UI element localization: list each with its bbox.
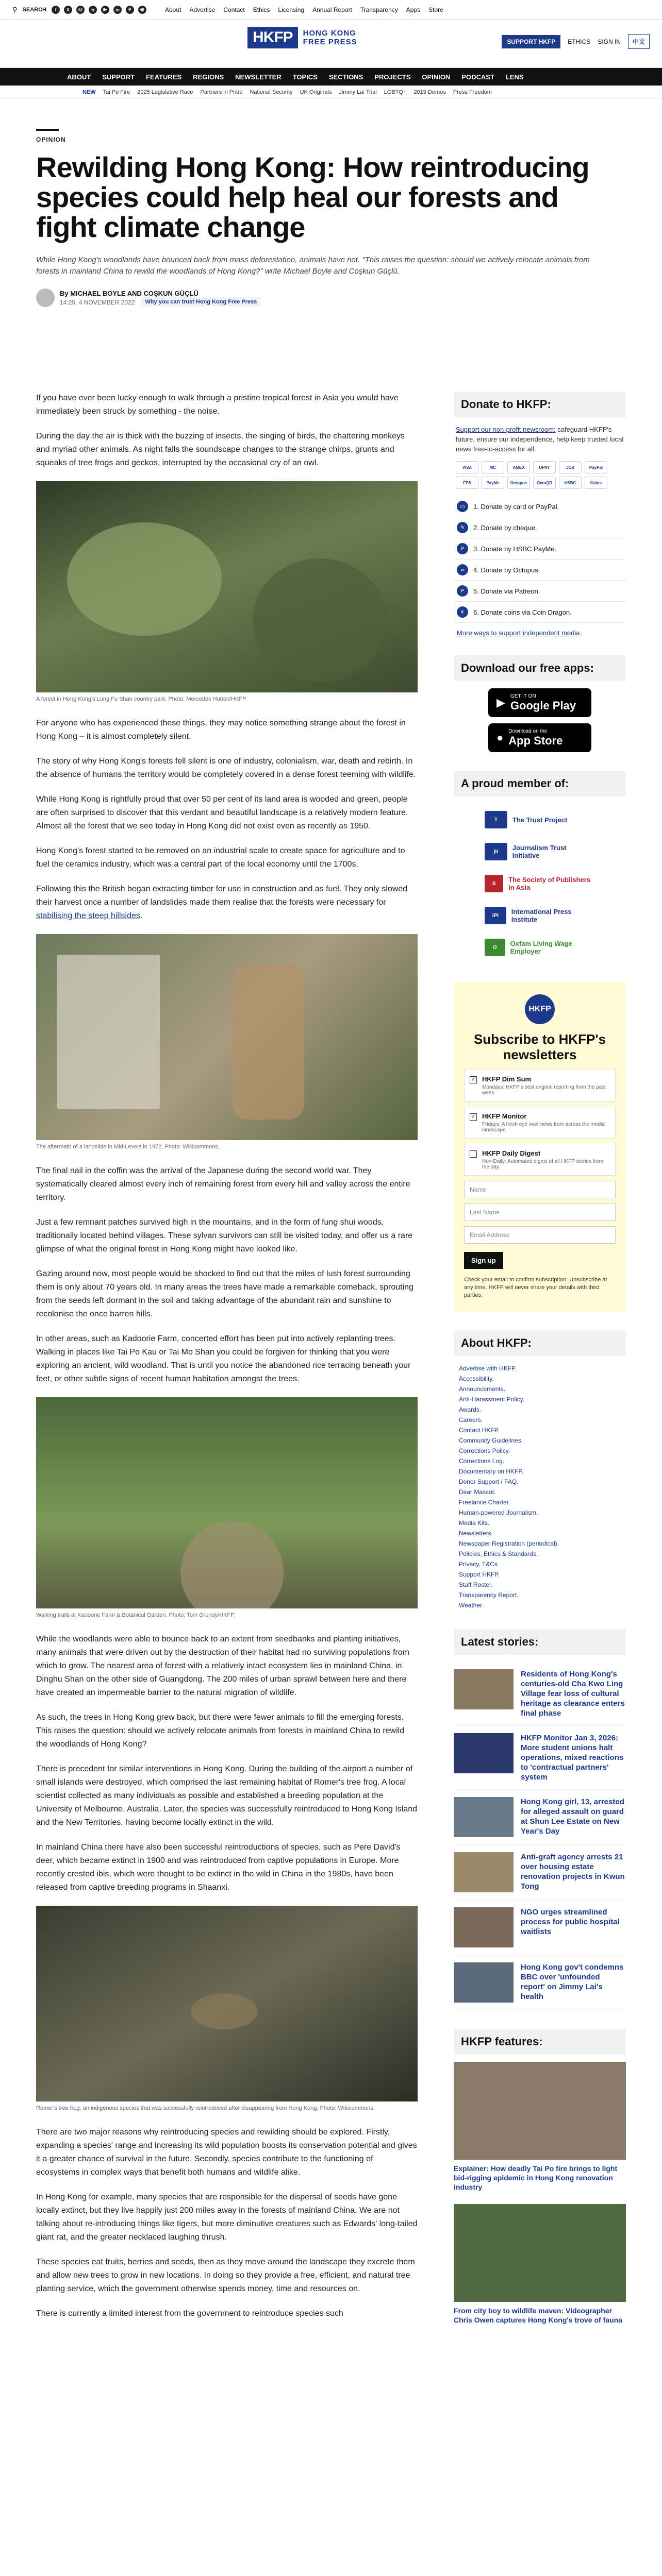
payment-icon: PayMe (482, 477, 504, 489)
story-thumbnail (454, 1962, 514, 2003)
author-avatar (36, 289, 55, 307)
trending-item[interactable]: Tai Po Fire (103, 89, 130, 95)
payment-icon: OctoQR (533, 477, 556, 489)
nav-item[interactable]: SUPPORT (102, 73, 135, 81)
foliage-shape (67, 522, 222, 636)
donate-option[interactable] (454, 581, 626, 602)
inline-link[interactable]: stabilising the steep hillsides (36, 911, 140, 920)
figure (36, 1906, 418, 2112)
kicker-rule (36, 129, 59, 131)
top-link[interactable]: Apps (406, 6, 421, 13)
support-button[interactable]: SUPPORT HKFP (502, 35, 560, 48)
site-header (0, 20, 662, 68)
paragraph: If you have ever been lucky enough to walk through a pristine tropical forest in Asia you would have immediately been struck by something - the noise. (36, 394, 399, 416)
paragraph: While the woodlands were able to bounce back to an extent from seedbanks and planting initiatives, many animals that were driven out by the destruction of their habitat had no surviving populations from which to grow. The nearest area of forest with a relatively intact ecosystem lies in mainland China, in Dinghu Shan on the other side of Guangdong. The 200 miles of urban sprawl between here and there have created an impermeable barrier to the natural migration of wildlife. (36, 1635, 409, 1697)
email-input[interactable]: Email Address (464, 1226, 616, 1244)
payment-icon: PayPal (585, 461, 607, 473)
sopa-icon: S (485, 875, 503, 892)
google-play-button[interactable] (488, 688, 591, 717)
newsletter-box (454, 982, 626, 1312)
about-link[interactable]: Media Kits. (459, 1519, 490, 1527)
about-link[interactable]: Newsletters. (459, 1530, 493, 1537)
nav-item[interactable]: PROJECTS (374, 73, 411, 81)
donate-option-label: 5. Donate via Patreon. (473, 587, 540, 595)
paragraph: In other areas, such as Kadoorie Farm, concerted effort has been put into actively replanting trees. Walking in places like Tai Po Kau or Tai Mo Shan you could be forgiven for thinking that you were exploring an ancient, wild woodland. That is until you notice the abandoned rice terracing beneath your feet, or other subtle signs of recent human habitation amongst the trees. (36, 1334, 411, 1383)
landslide-photo (36, 934, 418, 1140)
bluesky-icon[interactable]: b (89, 6, 97, 14)
feature-item[interactable] (454, 2204, 626, 2325)
apps-card (454, 655, 626, 752)
newsletter-desc: Fridays: A fresh eye over news from across the media landscape. (482, 1122, 605, 1133)
member-name: Journalism Trust Initiative (512, 844, 567, 859)
logo-line: HONG KONG (303, 29, 356, 38)
trending-item[interactable]: LGBTQ+ (384, 89, 407, 95)
newsletter-name: HKFP Daily Digest (482, 1149, 541, 1157)
article-standfirst: While Hong Kong's woodlands have bounced back from mass deforestation, animals have not. "This raises the question: should we actively relocate animals from forests in mainland China to rewild the woodlands of Hong Kong?" write Michael Boyle and Coşkun Güçlü. (36, 256, 590, 276)
last-name-input[interactable]: Last Name (464, 1204, 616, 1221)
caption: The aftermath of a landslide in Mid-Levels in 1972. Photo: Wikicommons. (36, 1144, 220, 1150)
donate-option[interactable] (454, 496, 626, 517)
landslide-shape (232, 965, 304, 1120)
payme-icon: P (457, 543, 468, 554)
play-icon: ▶ (496, 696, 505, 709)
app-store-button[interactable] (488, 723, 591, 752)
newsletter-option[interactable] (464, 1070, 616, 1101)
jti-icon: jti (485, 843, 507, 860)
apps-title: Download our free apps: (454, 655, 626, 681)
checkbox-checked-icon[interactable]: ✓ (470, 1113, 477, 1121)
paragraph: These species eat fruits, berries and seeds, then as they move around the landscape they excrete them and allow new trees to grow in new locations. In doing so they provide a free, efficient, and natural tree planting service, which the government otherwise spends money, time and resources on. (36, 2258, 415, 2293)
story-thumbnail (454, 1797, 514, 1837)
about-link[interactable]: Awards. (459, 1406, 482, 1413)
facebook-icon[interactable]: f (52, 6, 60, 14)
paragraph: There is precedent for similar interventions in Hong Kong. During the building of the airport a number of small islands were destroyed, which comprised the last remaining habitat of Romer's tree frog. A local scientist collected as many individuals as possible and established a breeding population at the University of Melbourne, Australia. Later, the species was successfully reintroduced to Hong Kong Island and the New Territories, having become locally extinct in the wild. (36, 1765, 418, 1827)
newsletter-option[interactable] (464, 1107, 616, 1139)
instagram-icon[interactable]: ◎ (76, 6, 85, 14)
youtube-icon[interactable]: ▶ (101, 6, 109, 14)
telegram-icon[interactable]: ✈ (126, 6, 134, 14)
article-body (36, 392, 418, 2332)
logo-line: FREE PRESS (303, 38, 357, 46)
about-link[interactable]: Policies, Ethics & Standards. (459, 1550, 538, 1557)
trust-project-icon: T (485, 811, 507, 828)
story-title: Residents of Hong Kong's centuries-old Cha Kwo Ling Village fear loss of cultural heritage as clearance enters final phase (521, 1670, 625, 1718)
about-link[interactable]: Community Guidelines. (459, 1437, 523, 1444)
story-title: Hong Kong gov't condemns BBC over 'unfounded report' on Jimmy Lai's health (521, 1963, 624, 2001)
newsletter-logo: HKFP (525, 994, 555, 1024)
figure (36, 934, 418, 1151)
donate-option[interactable] (454, 560, 626, 581)
features-title: HKFP features: (454, 2029, 626, 2055)
member-logo[interactable] (454, 804, 626, 836)
about-link[interactable]: Transparency Report. (459, 1591, 519, 1599)
top-link[interactable]: Store (428, 6, 443, 13)
about-link[interactable]: Corrections Policy. (459, 1447, 510, 1454)
donate-option[interactable] (454, 538, 626, 560)
article-header (36, 129, 626, 307)
donate-card (454, 392, 626, 637)
store-caption: Download on the (508, 728, 548, 734)
more-ways-link[interactable]: More ways to support independent media. (457, 629, 582, 637)
member-name: The Society of Publishers in Asia (508, 876, 591, 891)
story-item[interactable] (454, 1790, 626, 1845)
nav-item[interactable]: REGIONS (193, 73, 224, 81)
store-name: App Store (508, 734, 563, 747)
member-logo[interactable] (454, 900, 626, 931)
newsletter-option[interactable] (464, 1144, 616, 1176)
donate-option[interactable] (454, 517, 626, 538)
main-nav (0, 68, 662, 86)
caption: A forest in Hong Kong's Lung Fu Shan country park. Photo: Mercedes Hutton/HKFP. (36, 696, 247, 702)
checkbox-icon[interactable] (470, 1150, 477, 1158)
ipi-icon: IPI (485, 907, 506, 924)
search-icon[interactable]: ⚲ (12, 5, 18, 13)
apple-icon: ● (496, 731, 504, 744)
story-title: Hong Kong girl, 13, arrested for alleged assault on guard at Shun Lee Estate on New Year's Day (521, 1798, 624, 1836)
nav-item[interactable]: SECTIONS (328, 73, 363, 81)
figure (36, 1397, 418, 1619)
trending-item[interactable]: Jimmy Lai Trial (339, 89, 377, 95)
story-item[interactable] (454, 1845, 626, 1900)
nav-item[interactable]: FEATURES (146, 73, 182, 81)
patreon-icon: P (457, 585, 468, 597)
foliage-shape (253, 558, 387, 682)
language-button[interactable]: 中文 (628, 34, 650, 49)
latest-title: Latest stories: (454, 1629, 626, 1655)
search-link[interactable]: SEARCH (22, 6, 46, 13)
top-link[interactable]: Transparency (360, 6, 398, 13)
nav-item[interactable]: NEWSLETTER (235, 73, 282, 81)
about-link[interactable]: Accessibility. (459, 1375, 494, 1382)
checkbox-checked-icon[interactable]: ✓ (470, 1076, 477, 1083)
member-logo[interactable] (454, 836, 626, 868)
about-link[interactable]: Privacy, T&Cs. (459, 1561, 500, 1568)
trail-shape (180, 1521, 284, 1608)
trending-item[interactable]: National Security (250, 89, 293, 95)
paragraph: During the day the air is thick with the buzzing of insects, the singing of birds, the chattering monkeys and myriad other animals. As night falls the soundscape changes to the strange chirps, grunts and squeaks of tree frogs and geckos, interrupted by the occasional cry of an owl. (36, 432, 405, 467)
donate-option[interactable] (454, 602, 626, 623)
story-item[interactable] (454, 1662, 626, 1726)
social-links (52, 6, 146, 14)
paragraph: The final nail in the coffin was the arrival of the Japanese during the second world war. They systematically cleared almost every inch of remaining forest from every hill and valley across the entire territory. (36, 1166, 410, 1202)
paragraph: Gazing around now, most people would be shocked to find out that the miles of lush forest surrounding them is only about 70 years old. In many areas the trees have made a remarkable comeback, sprouting from the seeds left dormant in the soil and taking advantage of the abundant rain and sunshine to recolonise the once barren hills. (36, 1269, 413, 1318)
sidebar (454, 392, 626, 2343)
donate-option-label: 6. Donate coins via Coin Dragon. (473, 608, 572, 616)
about-link[interactable]: Donor Support / FAQ. (459, 1478, 519, 1485)
trending-item[interactable]: Press Freedom (453, 89, 492, 95)
publish-date: 14:25, 4 NOVEMBER 2022 (60, 299, 135, 306)
signup-button[interactable]: Sign up (464, 1252, 503, 1269)
top-link[interactable]: Annual Report (312, 6, 352, 13)
trending-item[interactable]: UK Originals (300, 89, 332, 95)
donate-option-label: 3. Donate by HSBC PayMe. (473, 545, 557, 553)
paragraph: Following this the British began extracting timber for use in construction and as fuel. They only slowed their harvest once a number of landslides made them realise that the forests were necessary for stabilising the steep hillsides. (36, 885, 408, 920)
paragraph: As such, the trees in Hong Kong grew back, but there were fewer animals to fill the emerging forests. This raises the question: should we actively relocate animals from forests in mainland China to rewild the woodlands of Hong Kong? (36, 1713, 405, 1749)
top-link[interactable]: About (164, 6, 181, 13)
store-name: Google Play (510, 699, 576, 712)
member-name: The Trust Project (512, 816, 568, 824)
features-card (454, 2029, 626, 2325)
author-names[interactable]: By MICHAEL BOYLE AND COŞKUN GÜÇLÜ (60, 289, 198, 297)
member-name: International Press Institute (511, 908, 572, 923)
nav-item[interactable]: ABOUT (67, 73, 91, 81)
newsletter-note: Check your email to confirm subscription. Unsubscribe at any time. HKFP will never share your details with third parties. (464, 1277, 607, 1298)
story-thumbnail (454, 1852, 514, 1892)
coin-icon: ¢ (457, 606, 468, 618)
about-link[interactable]: Human-powered Journalism. (459, 1509, 538, 1516)
about-link[interactable]: Dear Mascot. (459, 1488, 496, 1496)
member-name: Oxfam Living Wage Employer (510, 940, 572, 955)
about-link[interactable]: Contact HKFP. (459, 1427, 500, 1434)
story-title: NGO urges streamlined process for public hospital waitlists (521, 1908, 620, 1936)
building-shape (57, 955, 160, 1109)
payment-icon: UPAY (533, 461, 556, 473)
newsletter-title: Subscribe to HKFP's newsletters (473, 1031, 606, 1062)
frog-shape (191, 1993, 258, 2029)
story-title: Anti-graft agency arrests 21 over housing estate renovation projects in Kwun Tong (521, 1853, 625, 1891)
about-title: About HKFP: (454, 1330, 626, 1356)
paragraph: The story of why Hong Kong's forests fell silent is one of industry, colonialism, war, death and rebirth. In the absence of humans the territory would be completely covered in a dense forest teeming with wildlife. (36, 757, 416, 779)
paragraph: In mainland China there have also been successful reintroductions of species, such as Pere David's deer, which became extinct in 1900 and was reintroduced from captive populations in Europe. More recently crested ibis, which were thought to be extinct in the wild in China in the 1980s, have been released from captive breeding programs in Shaanxi. (36, 1843, 401, 1892)
trail-photo (36, 1397, 418, 1608)
payment-icon: Octopus (507, 477, 530, 489)
nav-item[interactable]: TOPICS (292, 73, 318, 81)
about-link[interactable]: Newspaper Registration (periodical). (459, 1540, 559, 1547)
logo-text (303, 29, 357, 46)
payment-icon: AMEX (507, 461, 530, 473)
donate-link[interactable]: Support our non-profit newsroom: (456, 426, 556, 433)
figure (36, 481, 418, 703)
story-thumbnail (454, 1907, 514, 1947)
card-icon: ▭ (457, 501, 468, 512)
newsletter-name: HKFP Monitor (482, 1112, 527, 1120)
logo-mark: HKFP (247, 27, 298, 48)
feature-image (454, 2204, 626, 2302)
story-thumbnail (454, 1733, 514, 1773)
nav-item[interactable]: PODCAST (461, 73, 494, 81)
about-link[interactable]: Careers. (459, 1416, 483, 1423)
about-link[interactable]: Advertise with HKFP. (459, 1365, 517, 1372)
donate-option-label: 2. Donate by cheque. (473, 523, 537, 532)
donate-option-label: 4. Donate by Octopus. (473, 566, 540, 574)
top-link[interactable]: Ethics (253, 6, 270, 13)
octopus-icon: ∞ (457, 564, 468, 575)
site-logo[interactable] (247, 27, 357, 48)
ethics-link[interactable]: ETHICS (568, 38, 591, 45)
caption: Walking trails at Kadoorie Farm & Botanical Garden. Photo: Tom Grundy/HKFP. (36, 1612, 236, 1618)
trending-bar (0, 86, 662, 99)
payment-icon: MC (482, 461, 504, 473)
top-links (165, 6, 443, 13)
top-link[interactable]: Licensing (278, 6, 305, 13)
story-item[interactable] (454, 1900, 626, 1955)
about-link[interactable]: Announcements. (459, 1385, 506, 1393)
trending-label: NEW (82, 89, 96, 95)
top-link[interactable]: Advertise (189, 6, 216, 13)
donate-title: Donate to HKFP: (454, 392, 626, 417)
about-list (454, 1363, 626, 1611)
top-bar (0, 0, 662, 20)
forest-photo (36, 481, 418, 692)
oxfam-icon: O (485, 939, 505, 956)
member-logo[interactable] (454, 931, 626, 963)
paragraph: While Hong Kong is rightfully proud that over 50 per cent of its land area is wooded and green, people are often surprised to discover that this verdant and beautiful landscape is a relatively modern feature. Almost all the forest that we see today in Hong Kong did not exist even as recently as 1950. (36, 795, 408, 831)
payment-icon: HSBC (559, 477, 582, 489)
story-item[interactable] (454, 1955, 626, 2010)
trust-link[interactable]: Why you can trust Hong Kong Free Press (141, 297, 261, 307)
paragraph: There is currently a limited interest from the government to reintroduce species such (36, 2309, 343, 2318)
about-link[interactable]: Staff Roster. (459, 1581, 493, 1588)
donate-desc: safeguard HKFP's future, ensure our independence, help keep trusted local news free-to-access for all. (456, 426, 624, 453)
about-link[interactable]: Corrections Log. (459, 1458, 505, 1465)
about-link[interactable]: Anti-Harassment Policy. (459, 1396, 525, 1403)
trending-item[interactable]: 2019 Demos (413, 89, 446, 95)
feature-item[interactable] (454, 2062, 626, 2192)
caption: Romer's tree frog, an indigenous species that was successfully reintroduced after disappearing from Hong Kong. Photo: Wikicommons. (36, 2105, 375, 2111)
trending-item[interactable]: 2025 Legislative Race (137, 89, 193, 95)
byline (36, 289, 626, 307)
signin-link[interactable]: SIGN IN (598, 38, 621, 45)
x-icon[interactable]: X (64, 6, 72, 14)
rss-icon[interactable]: ◉ (138, 6, 146, 14)
feature-title: From city boy to wildlife maven: Videographer Chris Owen captures Hong Kong's trove of fauna (454, 2307, 622, 2324)
nav-item[interactable]: OPINION (422, 73, 451, 81)
paragraph: In Hong Kong for example, many species that are responsible for the dispersal of seeds have gone locally extinct, but they live happily just 200 miles away in the forests of mainland China. We are not talking about re-introducing things like tigers, but more diminutive creatures such as Edwards' long-tailed giant rat, and the greater necklaced laughing thrush. (36, 2193, 418, 2242)
donate-text (454, 425, 626, 454)
payment-icon: VISA (456, 461, 478, 473)
article-kicker[interactable]: OPINION (36, 136, 66, 143)
cheque-icon: ✎ (457, 522, 468, 533)
newsletter-desc: Mondays: HKFP's best original reporting from the past week. (482, 1084, 606, 1096)
paragraph: There are two major reasons why reintroducing species and rewilding should be explored. Firstly, expanding a species' range and increasing its wild population boosts its conservation potential and gives it a greater chance of survival in the future. Secondly, species contribute to the functioning of ecosystems in complex ways that benefit both humans and wildlife alike. (36, 2128, 417, 2177)
about-link[interactable]: Weather. (459, 1602, 484, 1609)
trending-item[interactable]: Partners in Pride (200, 89, 243, 95)
member-logo[interactable] (454, 868, 626, 900)
newsletter-name: HKFP Dim Sum (482, 1075, 532, 1083)
feature-title: Explainer: How deadly Tai Po fire brings to light bid-rigging epidemic in Hong Kong renovation industry (454, 2164, 618, 2191)
story-item[interactable] (454, 1726, 626, 1790)
first-name-input[interactable]: Name (464, 1181, 616, 1198)
article-title: Rewilding Hong Kong: How reintroducing species could help heal our forests and fight climate change (36, 151, 589, 243)
payment-icon: JCB (559, 461, 582, 473)
about-link[interactable]: Documentary on HKFP. (459, 1468, 524, 1475)
feature-image (454, 2062, 626, 2160)
about-link[interactable]: Support HKFP. (459, 1571, 500, 1578)
frog-photo (36, 1906, 418, 2102)
latest-card (454, 1629, 626, 2010)
about-link[interactable]: Freelance Charter. (459, 1499, 510, 1506)
top-link[interactable]: Contact (223, 6, 245, 13)
paragraph: For anyone who has experienced these things, they may notice something strange about the forest in Hong Kong – it is almost completely silent. (36, 719, 406, 741)
paragraph: Just a few remnant patches survived high in the mountains, and in the form of fung shui woods, traditionally located behind villages. These sylvan survivors can still be visited today, and offer us a rare glimpse of what the original forest in Hong Kong might have looked like. (36, 1218, 413, 1253)
paragraph: Hong Kong's forest started to be removed on an industrial scale to create space for agriculture and to fuel the ceramics industry, which was a central part of the local economy until the 1700s. (36, 846, 405, 869)
members-title: A proud member of: (454, 771, 626, 796)
store-caption: GET IT ON (510, 693, 536, 699)
donate-option-label: 1. Donate by card or PayPal. (473, 502, 559, 511)
payment-icons (456, 461, 624, 489)
story-title: HKFP Monitor Jan 3, 2026: More student unions halt operations, mixed reactions to 'contractual partners' system (521, 1734, 624, 1782)
nav-item[interactable]: LENS (505, 73, 524, 81)
about-card (454, 1330, 626, 1611)
linkedin-icon[interactable]: in (113, 6, 122, 14)
story-thumbnail (454, 1669, 514, 1709)
paragraph-text: Following this the British began extracting timber for use in construction and as fuel. They only slowed their harvest once a number of landslides made them realise that the forests were necessary for (36, 885, 408, 907)
members-card (454, 771, 626, 963)
payment-icon: FPS (456, 477, 478, 489)
newsletter-desc: Non-Daily: Automated digest of all HKFP stories from the day. (482, 1159, 603, 1170)
payment-icon: Coins (585, 477, 607, 489)
